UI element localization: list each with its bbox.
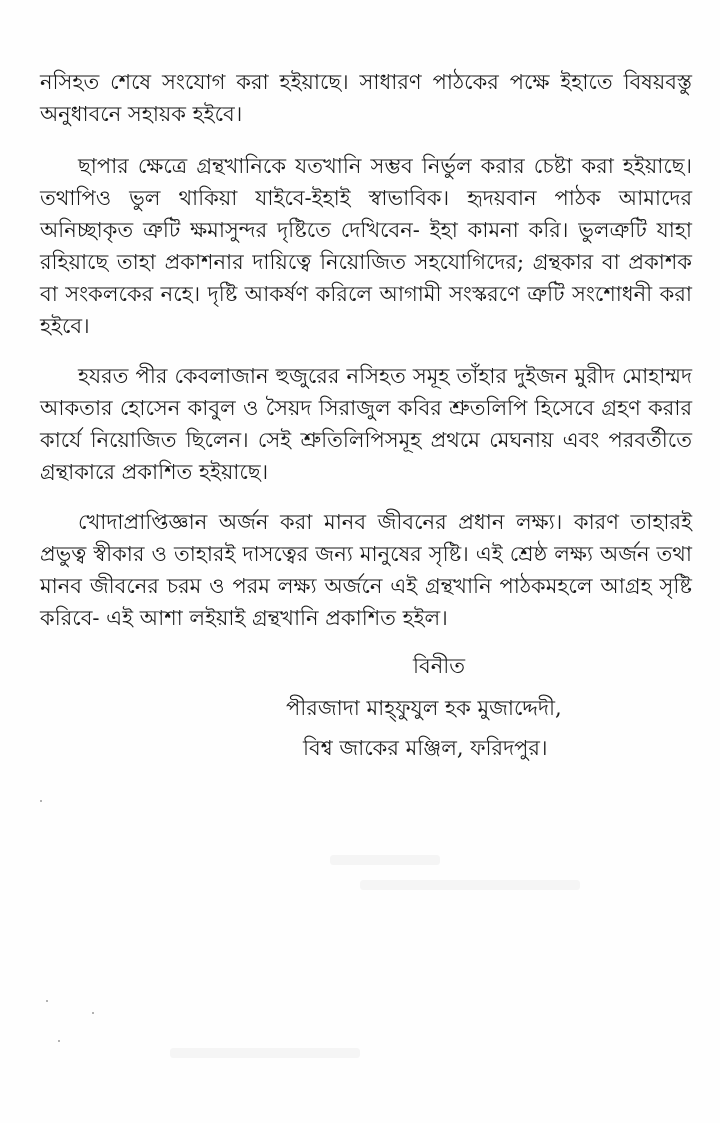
paragraph-2: ছাপার ক্ষেত্রে গ্রন্থখানিকে যতখানি সম্ভব নির্ভুল করার চেষ্টা করা হইয়াছে। তথাপিও ভুল থাকিয়া যাইবে-ইহাই স্বাভাবিক। হৃদয়বান পাঠক আমাদের অনিচ্ছাকৃত ত্রুটি ক্ষমাসুন্দর দৃষ্টিতে দেখিবেন- ইহা কামনা করি। ভুলত্রুটি যাহা রহিয়াছে তাহা প্রকাশনার দায়িত্বে নিয়োজিত সহযোগিদের; গ্রন্থকার বা প্রকাশক বা সংকলকের নহে। দৃষ্টি আকর্ষণ করিলে আগামী সংস্করণে ত্রুটি সংশোধনী করা হইবে। bbox=[40, 154, 692, 338]
paragraph-4: খোদাপ্রাপ্তিজ্ঞান অর্জন করা মানব জীবনের প্রধান লক্ষ্য। কারণ তাহারই প্রভুত্ব স্বীকার ও তাহারই দাসত্বের জন্য মানুষের সৃষ্টি। এই শ্রেষ্ঠ লক্ষ্য অর্জন তথা মানব জীবনের চরম ও পরম লক্ষ্য অর্জনে এই গ্রন্থখানি পাঠকমহলে আগ্রহ সৃষ্টি করিবে- এই আশা লইয়াই গ্রন্থখানি প্রকাশিত হইল। bbox=[40, 510, 692, 630]
scan-speck bbox=[40, 800, 42, 802]
preface-body bbox=[40, 66, 692, 652]
paragraph-3: হযরত পীর কেবলাজান হুজুরের নসিহত সমূহ তাঁহার দুইজন মুরীদ মোহাম্মদ আকতার হোসেন কাবুল ও সৈয়দ সিরাজুল কবির শ্রুতলিপি হিসেবে গ্রহণ করার কার্যে নিয়োজিত ছিলেন। সেই শ্রুতিলিপিসমূহ প্রথমে মেঘনায় এবং পরবর্তীতে গ্রন্থাকারে প্রকাশিত হইয়াছে। bbox=[40, 364, 692, 484]
scan-speck bbox=[46, 1000, 48, 1002]
bleed-through-mark bbox=[360, 880, 580, 890]
bleed-through-mark bbox=[170, 1048, 360, 1058]
signature-place: বিশ্ব জাকের মঞ্জিল, ফরিদপুর। bbox=[303, 736, 548, 760]
paragraph-1: নসিহত শেষে সংযোগ করা হইয়াছে। সাধারণ পাঠকের পক্ষে ইহাতে বিষয়বস্তু অনুধাবনে সহায়ক হইবে। bbox=[40, 70, 692, 126]
scan-speck bbox=[92, 1012, 94, 1014]
signature-closing: বিনীত bbox=[413, 654, 465, 678]
bleed-through-mark bbox=[330, 855, 440, 865]
signature-name: পীরজাদা মাহ্‌ফুযুল হক মুজাদ্দেদী, bbox=[286, 696, 562, 720]
scan-speck bbox=[58, 1040, 60, 1042]
